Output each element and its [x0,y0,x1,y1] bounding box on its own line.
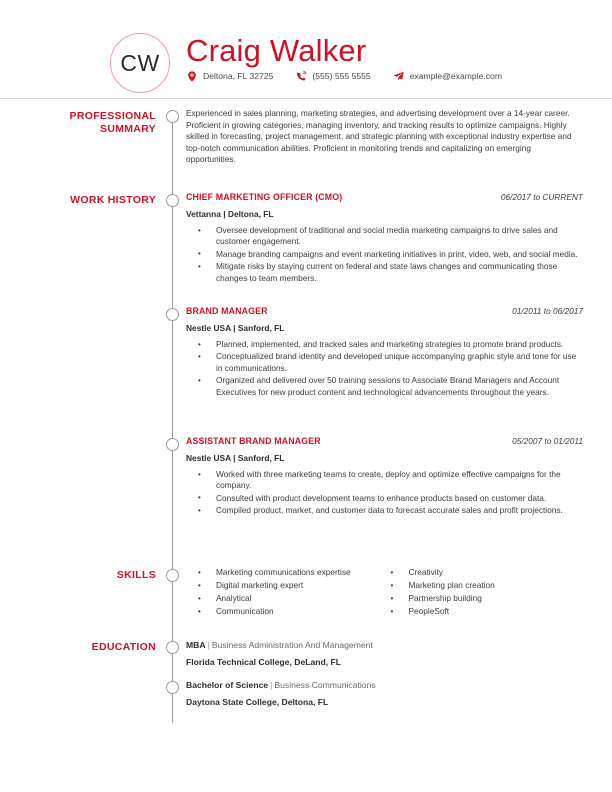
education-degree-line [186,679,583,691]
skills-columns [186,566,583,618]
skill-item: • Communication [186,605,385,618]
job-bullet: • Organized and delivered over 50 training sessions to Associate Brand Managers and Account Executives for new product content and technological advancements throughout the years. [186,375,583,398]
skill-item: • Partnership building [385,592,584,605]
timeline-dot-job-3 [166,438,179,451]
job-bullet: • Compiled product, market, and customer data to forecast accurate sales and profit projections. [186,505,583,516]
timeline-dot-edu-1 [166,641,179,654]
contact-email-text: example@example.com [409,71,502,81]
section-label-summary-line1: PROFESSIONAL [69,110,156,122]
timeline-dot-skills [166,569,179,582]
job-entry [186,306,583,399]
job-bullet: • Planned, implemented, and tracked sales and marketing strategies to promote brand products. [186,339,583,350]
job-bullet-list [186,339,583,398]
contact-location-text: Deltona, FL 32725 [203,71,274,81]
job-company: Nestle USA | Sanford, FL [186,323,285,333]
contact-location[interactable] [186,70,273,82]
education-degree-line [186,639,583,651]
job-bullet: • Oversee development of traditional and social media marketing campaigns to drive sales and customer engagement. [186,225,583,248]
education-separator: | [207,640,210,650]
skill-item: • Analytical [186,592,385,605]
contact-row [186,70,502,82]
section-label-summary [20,110,156,136]
job-bullet: • Worked with three marketing teams to create, deploy and optimize effective campaigns for the company. [186,469,583,492]
summary-text: Experienced in sales planning, marketing strategies, and advertising development over a 14-year career. Proficient in growing categories, managing inventory, and tracking results to optimize campaigns. Highly skilled in forecasting, project management, and strategic planning with exceptional industry expertise and top-notch communication abilities. Proficient in monitoring trends and capitalizing on emerging opportunities. [186,108,572,165]
job-title: ASSISTANT BRAND MANAGER [186,436,321,446]
job-company: Vettanna | Deltona, FL [186,209,274,219]
job-company: Nestle USA | Sanford, FL [186,453,285,463]
job-dates: 05/2007 to 01/2011 [512,436,583,446]
job-bullet-list [186,469,583,517]
timeline-dot-job-2 [166,308,179,321]
job-dates: 01/2011 to 06/2017 [512,306,583,316]
skills-section [186,566,583,618]
timeline-dot-summary [166,110,179,123]
timeline-dot-job-1 [166,194,179,207]
education-degree: MBA [186,640,206,650]
monogram-initials: CW [120,49,160,76]
skills-column-1 [186,566,385,618]
education-school: Florida Technical College, DeLand, FL [186,657,342,667]
job-entry [186,192,583,285]
section-label-education: EDUCATION [91,641,156,653]
skill-item: • Digital marketing expert [186,579,385,592]
job-bullet-list [186,225,583,284]
education-entry [186,679,583,708]
job-bullet: • Conceptualized brand identity and developed unique accompanying graphic style and tone for use in communications. [186,351,583,374]
job-dates: 06/2017 to CURRENT [500,192,583,202]
job-title: BRAND MANAGER [186,306,268,316]
skill-item: • Creativity [385,566,584,579]
job-bullet: • Consulted with product development teams to enhance products based on customer data. [186,493,583,504]
job-header [186,192,583,202]
resume-header [0,0,612,100]
contact-phone-text: (555) 555 5555 [312,71,371,81]
summary-section [186,108,583,166]
job-bullet: • Manage branding campaigns and event marketing initiatives in print, video, web, and social media. [186,249,583,260]
candidate-name: Craig Walker [186,33,367,68]
skill-item: • Marketing communications expertise [186,566,385,579]
skill-item: • PeopleSoft [385,605,584,618]
section-label-work-history: WORK HISTORY [70,194,156,206]
send-email-icon [393,70,405,82]
contact-email[interactable] [393,70,502,82]
skills-list [186,566,385,618]
education-school: Daytona State College, Deltona, FL [186,697,329,707]
job-entry [186,436,583,518]
education-separator: | [270,680,273,690]
education-degree: Bachelor of Science [186,680,269,690]
skill-item: • Marketing plan creation [385,579,584,592]
education-entry [186,639,583,668]
header-divider [0,98,612,99]
phone-icon [295,70,307,82]
section-label-summary-line2: SUMMARY [100,123,156,135]
skills-column-2 [385,566,584,618]
job-bullet: • Mitigate risks by staying current on federal and state laws changes and communicating those changes to team members. [186,261,583,284]
monogram-avatar [110,33,170,93]
location-pin-icon [186,70,198,82]
education-field: Business Communications [274,680,376,690]
job-header [186,436,583,446]
education-field: Business Administration And Management [211,640,373,650]
skills-list [385,566,584,618]
timeline-dot-edu-2 [166,681,179,694]
job-header [186,306,583,316]
job-title: CHIEF MARKETING OFFICER (CMO) [186,192,343,202]
section-label-skills: SKILLS [116,569,156,581]
contact-phone[interactable] [295,70,370,82]
